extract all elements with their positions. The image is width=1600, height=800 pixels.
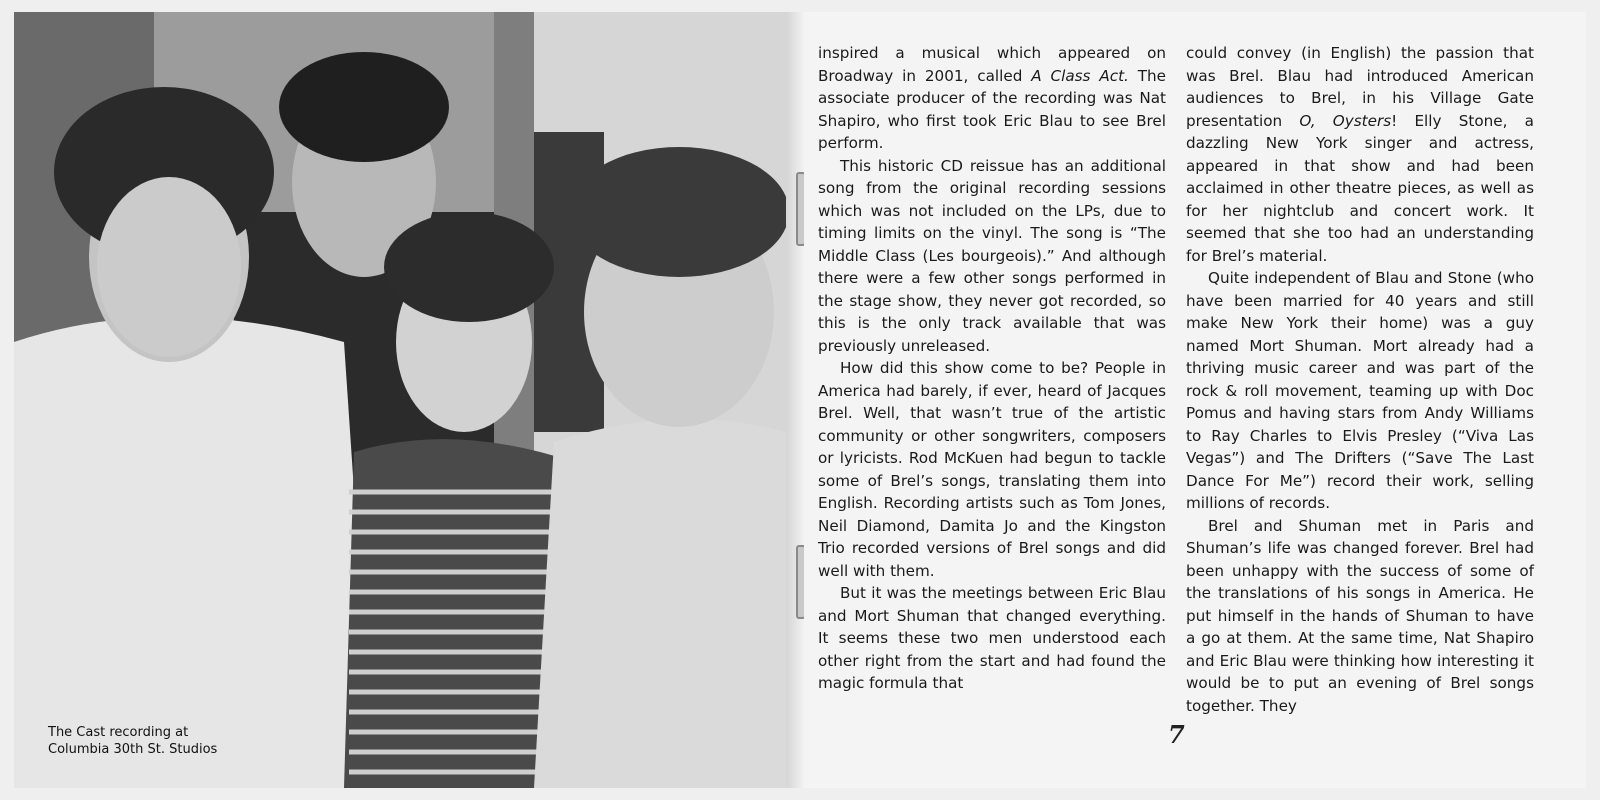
- text-page: [804, 12, 1586, 788]
- paragraph-text: The associate producer of the recording was Nat Shapiro, who first took Eric Blau to see Brel perform.: [818, 66, 1167, 152]
- show-title: O, Oysters: [1299, 111, 1392, 130]
- paragraph: How did this show come to be? People in America had barely, if ever, heard of Jacques Brel. Well, that wasn’t true of the artistic community or other songwriters, composers or lyricists. Rod McKuen had begun to tackle some of Brel’s songs, translating them into English. Recording artists such as Tom Jones, Neil Diamond, Damita Jo and the Kingston Trio recorded versions of Brel songs and did well with them.: [818, 359, 1166, 580]
- text-column-left: [818, 42, 1166, 695]
- paragraph-text: ! Elly Stone, a dazzling New York singer and actress, appeared in that show and had been acclaimed in other theatre pieces, as well as for her nightclub and concert work. It seemed that she too had an understanding for Brel’s material.: [1186, 111, 1534, 265]
- paragraph: But it was the meetings between Eric Blau and Mort Shuman that changed everything. It seems these two men understood each other right from the start and had found the magic formula that: [818, 584, 1166, 692]
- text-column-right: [1186, 42, 1534, 717]
- paragraph: [818, 42, 1166, 155]
- show-title: A Class Act.: [1031, 66, 1129, 85]
- paragraph-text: inspired a musical which appeared on Broadway in 2001, called: [818, 44, 1166, 85]
- page-number: 7: [1168, 720, 1185, 749]
- paragraph: This historic CD reissue has an additional song from the original recording sessions which was not included on the LPs, due to timing limits on the vinyl. The song is “The Middle Class (Les bourgeois).” And although there were a few other songs performed in the stage show, they never got recorded, so this is the only track available that was previously unreleased.: [818, 156, 1166, 355]
- paragraph-text: could convey (in English) the passion that was Brel. Blau had introduced American audiences to Brel, in his Village Gate presentation: [1186, 44, 1534, 130]
- booklet-gutter: [786, 12, 804, 788]
- paragraph: Quite independent of Blau and Stone (who have been married for 40 years and still make New York their home) was a guy named Mort Shuman. Mort already had a thriving music career and was part of the rock & roll movement, teaming up with Doc Pomus and having stars from Andy Williams to Ray Charles to Elvis Presley (“Viva Las Vegas”) and The Drifters (“Save The Last Dance For Me”) record their work, selling millions of records.: [1186, 269, 1534, 512]
- paragraph: Brel and Shuman met in Paris and Shuman’s life was changed forever. Brel had been unhappy with the success of some of the translations of his songs in America. He put himself in the hands of Shuman to have a go at them. At the same time, Nat Shapiro and Eric Blau were thinking how interesting it would be to put an evening of Brel songs together. They: [1186, 516, 1534, 715]
- photo-caption: The Cast recording at Columbia 30th St. Studios: [48, 725, 218, 757]
- cast-photo-illustration: [14, 12, 786, 788]
- paragraph: [1186, 42, 1534, 267]
- cast-photo: [14, 12, 786, 788]
